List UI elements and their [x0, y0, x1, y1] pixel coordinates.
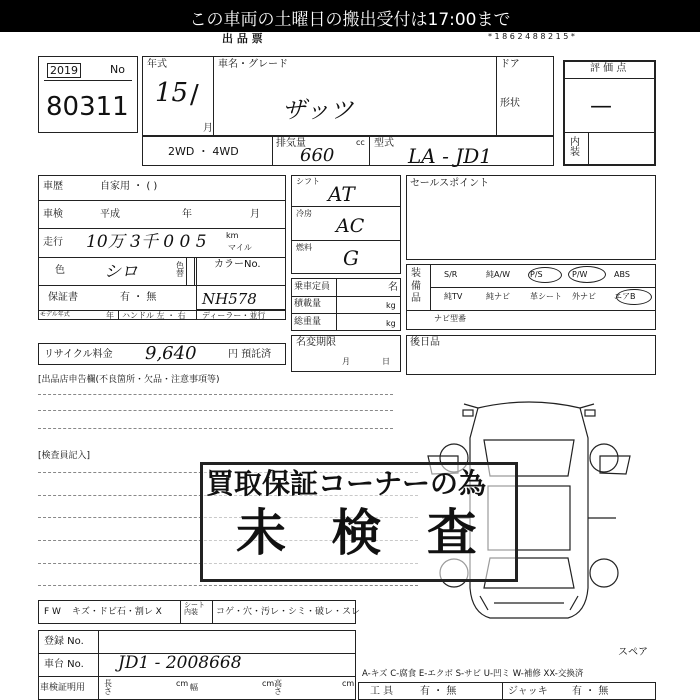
color-change: 色替 [176, 261, 184, 278]
car-history-label: 車歴 [43, 181, 63, 192]
recycle-value: 9,640 [145, 343, 197, 364]
displacement-label: 排気量 [276, 138, 306, 149]
model-value: LA - JD1 [408, 144, 492, 168]
recycle-unit: 円 預託済 [228, 349, 272, 360]
jack-label: ジャッキ [508, 686, 548, 697]
fw-codes: キズ・ドビ石・割レ X [72, 607, 162, 617]
warranty-label: 保証書 [48, 292, 78, 303]
km-unit: km [226, 231, 239, 240]
lot-no-label: No [110, 63, 125, 76]
miles-unit: マイル [228, 243, 252, 252]
color-value: シロ [104, 262, 138, 282]
car-name-value: ザッツ [282, 96, 354, 124]
stamp-line2: 未 検 査 [236, 504, 491, 562]
seat-codes: コゲ・穴・汚レ・シミ・破レ・スレ [216, 607, 361, 617]
pw-circle [568, 266, 606, 283]
tools-label: 工 具 [370, 686, 394, 697]
load-unit: kg [386, 301, 396, 310]
sales-point-label: セールスポイント [410, 178, 490, 189]
tools-value: 有 ・ 無 [420, 686, 457, 697]
gross-unit: kg [386, 319, 396, 328]
name-change-day: 日 [382, 357, 390, 366]
load-label: 積載量 [294, 299, 322, 309]
equipment-item: S/R [444, 270, 458, 279]
year-value: 15 [155, 78, 189, 108]
banner-text: この車両の土曜日の搬出受付は17:00まで [189, 10, 511, 30]
options-label: 後日品 [410, 337, 440, 348]
fw-label: F W [44, 607, 61, 617]
equipment-item: P/W [572, 270, 588, 279]
gross-label: 総重量 [294, 317, 322, 327]
mileage-label: 走行 [43, 237, 63, 248]
equipment-item: 純A/W [486, 270, 511, 279]
width-unit: cm [262, 679, 275, 688]
equipment-item: エアB [614, 292, 636, 301]
stamp-line1: 買取保証コーナーの為 [206, 467, 487, 500]
spare-label: スペア [618, 647, 648, 658]
model-year-unit: 年 [106, 311, 114, 320]
inspector-label: [検査員記入] [38, 451, 91, 461]
capacity-unit: 名 [388, 282, 398, 293]
color-label: 色 [55, 265, 65, 276]
tools-box [358, 682, 656, 700]
month-label: 月 [203, 123, 213, 134]
equipment-item: 純ナビ [486, 292, 510, 301]
model-label: 型式 [374, 138, 394, 149]
dealer-label: ディーラー・並行 [202, 311, 266, 320]
inspection-month: 月 [250, 209, 260, 220]
lot-number: 80311 [46, 92, 129, 122]
width-label: 幅 [190, 683, 198, 692]
ac-value: AC [336, 215, 365, 237]
length-unit: cm [176, 679, 189, 688]
color-no-value: NH578 [202, 290, 257, 308]
equipment-item: P/S [530, 270, 543, 279]
year-slash: / [190, 80, 199, 110]
name-change-month: 月 [342, 357, 350, 366]
inspection-label: 車検 [43, 209, 63, 220]
car-history-value: 自家用 ・ ( ) [100, 181, 158, 192]
displacement-value: 660 [300, 145, 335, 166]
top-right-code: * 1 8 6 2 4 8 8 2 1 5 * [488, 32, 575, 41]
shift-label: シフト [296, 177, 320, 186]
height-unit: cm [342, 679, 355, 688]
inspection-year: 年 [182, 209, 192, 220]
jack-value: 有 ・ 無 [572, 686, 609, 697]
chassis-label: 車台 No. [44, 659, 84, 670]
fuel-value: G [343, 246, 359, 270]
door-label: ドア [500, 59, 520, 70]
inspection-era: 平成 [100, 209, 120, 220]
height-label: 高さ [274, 679, 282, 696]
shift-value: AT [328, 182, 355, 206]
cc-unit: cc [356, 138, 365, 147]
seat-label: シート内装 [184, 601, 205, 616]
length-label: 長さ [104, 679, 112, 696]
warranty-value: 有 ・ 無 [120, 292, 157, 303]
airbag-circle [616, 289, 652, 305]
capacity-label: 乗車定員 [294, 282, 331, 292]
equipment-item: 革シート [530, 292, 562, 301]
options-box [406, 335, 656, 375]
ps-circle [528, 267, 562, 283]
equipment-item: 純TV [444, 292, 463, 301]
seller-notes-label: [出品店申告欄(不良箇所・欠品・注意事項等) [38, 375, 220, 385]
damage-legend: A-キズ C-腐食 E-エクボ S-サビ U-凹ミ W-補修 XX-交換済 [362, 669, 584, 679]
cert-label: 車検証明用 [40, 683, 86, 693]
handle-label: ハンドル 左 ・ 右 [122, 311, 186, 320]
equipment-label: 装備品 [411, 268, 421, 304]
ac-label: 冷房 [296, 209, 312, 218]
rating-label: 評 価 点 [590, 63, 627, 74]
interior-label: 内装 [570, 137, 580, 158]
chassis-value: JD1 - 2008668 [118, 653, 242, 673]
registration-label: 登録 No. [44, 636, 84, 647]
navi-model-label: ナビ型番 [434, 314, 466, 323]
color-no-label: カラーNo. [214, 259, 261, 270]
shape-label: 形状 [500, 98, 520, 109]
mileage-value: 10万 3千 0 0 5 [86, 232, 207, 252]
rating-value: — [590, 94, 612, 119]
model-year-label: モデル年式 [40, 311, 70, 318]
recycle-label: リサイクル料金 [44, 349, 113, 360]
equipment-item: 外ナビ [572, 292, 596, 301]
doc-title: 出 品 票 [222, 32, 263, 45]
fuel-label: 燃料 [296, 243, 312, 252]
car-name-label: 車名・グレード [218, 59, 288, 70]
lot-year: 2019 [47, 63, 81, 78]
year-label: 年式 [147, 59, 167, 70]
drive-type: 2WD ・ 4WD [168, 145, 239, 158]
equipment-item: ABS [614, 270, 630, 279]
name-change-label: 名変期限 [296, 337, 336, 348]
